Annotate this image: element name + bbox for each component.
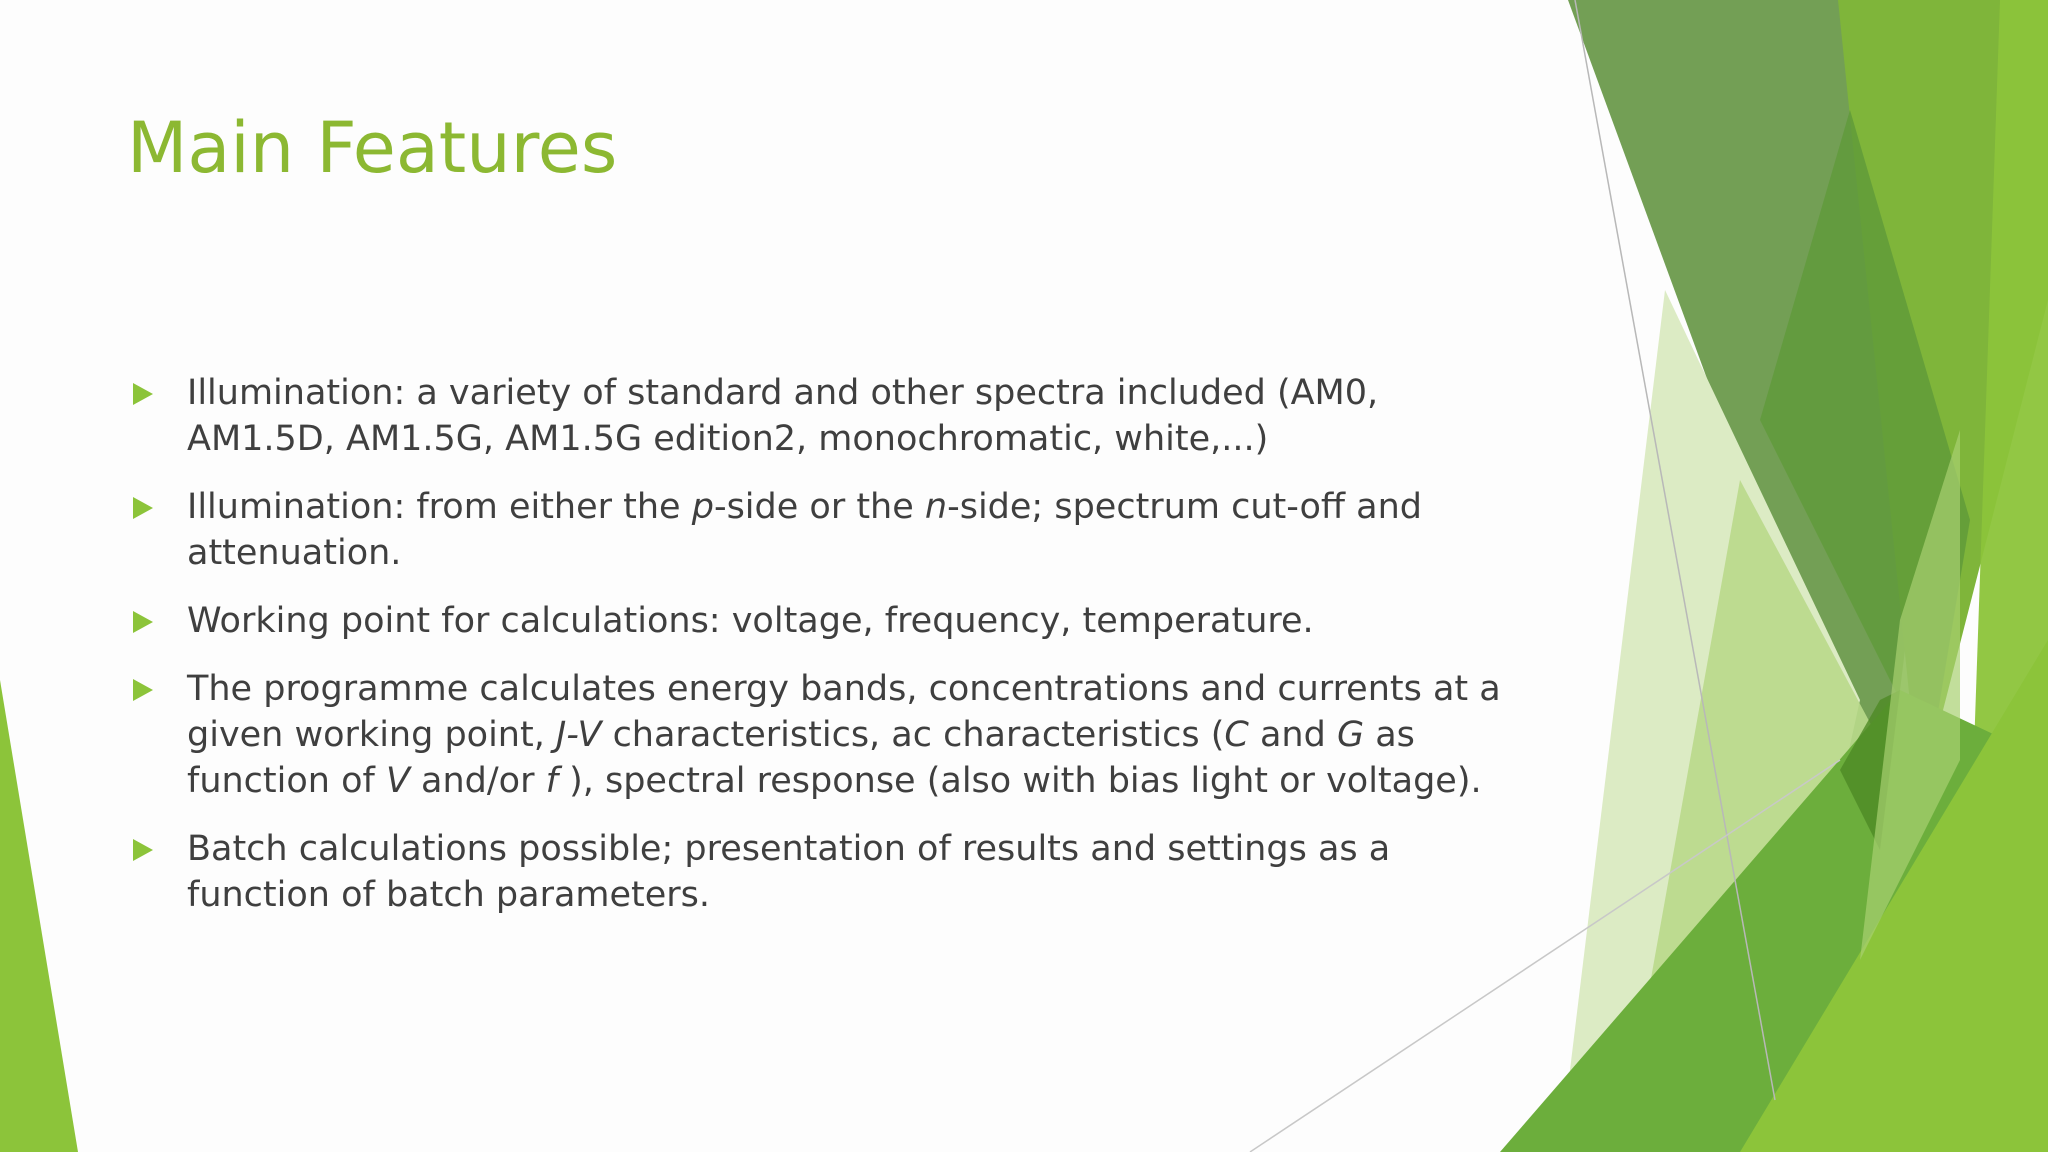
- bullet-text: [187, 669, 1501, 801]
- bullet-arrow-icon: [133, 679, 153, 701]
- bullet-list: [130, 370, 1530, 940]
- text-segment: Batch calculations possible; presentation of results and settings as a function of batch parameters.: [187, 829, 1391, 915]
- text-segment: Illumination: a variety of standard and other spectra included (AM0, AM1.5D, AM1.5G, AM1.5G edition2, monochromatic, white,...): [187, 373, 1379, 459]
- bullet-arrow-icon: [133, 611, 153, 633]
- bullet-arrow-icon: [133, 383, 153, 405]
- bullet-text: [187, 373, 1378, 459]
- italic-term: G: [1336, 715, 1365, 755]
- italic-term: V: [385, 761, 410, 801]
- italic-term: n: [924, 487, 948, 527]
- text-segment: ), spectral response (also with bias light or voltage).: [557, 761, 1482, 801]
- bullet-item: [130, 370, 1530, 462]
- slide-title: Main Features: [127, 107, 618, 189]
- text-segment: as function of: [187, 715, 1415, 801]
- italic-term: p: [691, 487, 714, 527]
- text-segment: and: [1248, 715, 1337, 755]
- italic-term: J-V: [555, 715, 602, 755]
- left-green-sliver: [0, 680, 78, 1152]
- text-segment: and/or: [409, 761, 546, 801]
- bullet-arrow-icon: [133, 497, 153, 519]
- text-segment: -side or the: [713, 487, 925, 527]
- bullet-item: [130, 826, 1530, 918]
- text-segment: characteristics, ac characteristics (: [601, 715, 1225, 755]
- text-segment: Working point for calculations: voltage, frequency, temperature.: [187, 601, 1314, 641]
- bullet-arrow-icon: [133, 839, 153, 861]
- bullet-item: [130, 598, 1530, 644]
- italic-term: C: [1224, 715, 1249, 755]
- bullet-item: [130, 484, 1530, 576]
- bullet-item: [130, 666, 1530, 804]
- bullet-text: [187, 829, 1390, 915]
- italic-term: f: [545, 761, 558, 801]
- text-segment: -side; spectrum cut-off and attenuation.: [187, 487, 1423, 573]
- text-segment: The programme calculates energy bands, concentrations and currents at a given working point,: [187, 669, 1501, 755]
- bullet-text: [187, 487, 1422, 573]
- bullet-text: [187, 601, 1314, 641]
- text-segment: Illumination: from either the: [187, 487, 692, 527]
